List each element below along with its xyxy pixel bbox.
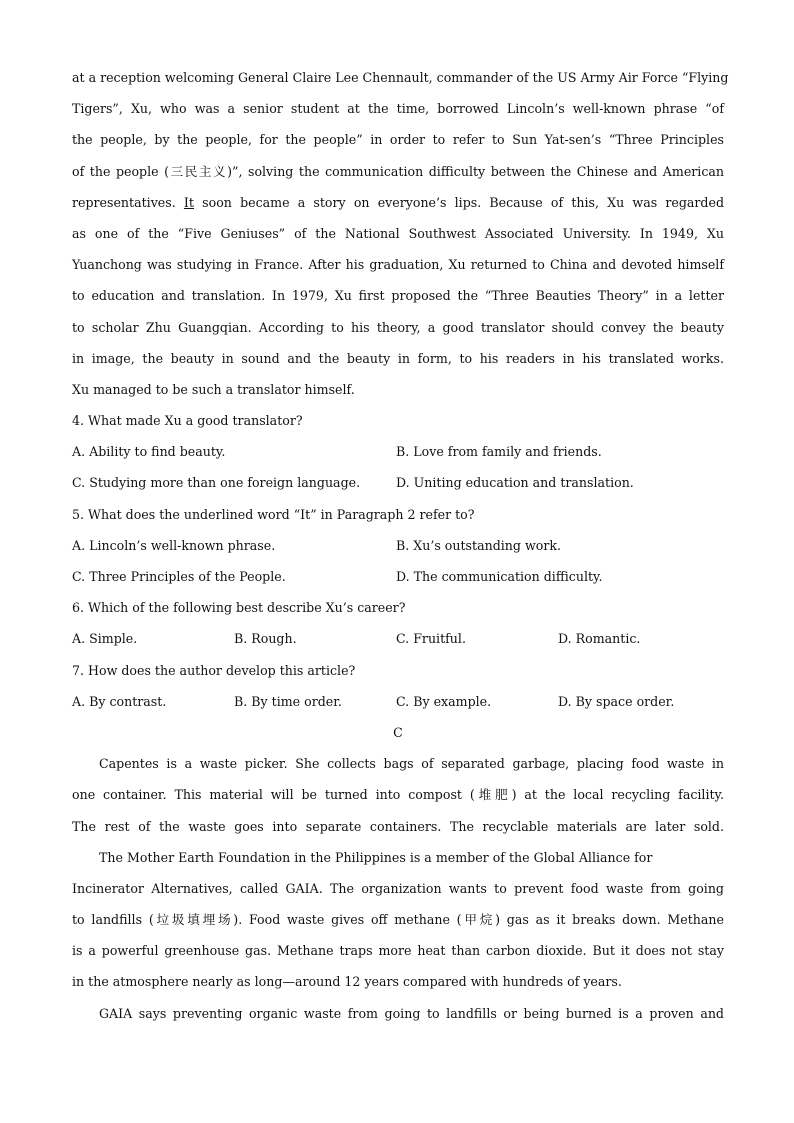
document-page [72, 62, 729, 1029]
section-c-paragraph-3 [72, 998, 724, 1029]
passage-line: in image, the beauty in sound and the beauty in form, to his readers in his translated works. [72, 350, 724, 366]
passage-line: GAIA says preventing organic waste from going to landfills or being burned is a proven and [99, 1005, 724, 1021]
passage-line: as one of the “Five Geniuses” of the National Southwest Associated University. In 1949, Xu [72, 225, 724, 241]
option-a: A. Ability to find beauty. [72, 444, 226, 460]
question-stem: 5. What does the underlined word “It” in Paragraph 2 refer to? [72, 506, 475, 522]
passage-line: in the atmosphere nearly as long—around 12 years compared with hundreds of years. [72, 974, 622, 990]
option-d: D. By space order. [558, 693, 675, 709]
option-row [72, 561, 724, 592]
passage-b [72, 62, 729, 405]
underlined-word: It [183, 194, 194, 210]
question-stem: 6. Which of the following best describe Xu’s career? [72, 600, 406, 616]
text-segment: soon became a story on everyone’s lips. Because of this, Xu was regarded [193, 194, 725, 210]
option-a: A. Simple. [72, 631, 138, 647]
option-c: C. By example. [396, 693, 492, 709]
passage-line: The rest of the waste goes into separate containers. The recyclable materials are later sold. [72, 818, 724, 834]
passage-line: to scholar Zhu Guangqian. According to his theory, a good translator should convey the beauty [72, 319, 724, 335]
option-b: B. By time order. [234, 693, 342, 709]
question-6 [72, 592, 724, 654]
section-c-paragraph-1 [72, 748, 724, 842]
passage-line: to education and translation. In 1979, Xu first proposed the “Three Beauties Theory” in a letter [72, 288, 724, 304]
question-stem: 7. How does the author develop this article? [72, 662, 356, 678]
text-segment: representatives. [72, 194, 184, 210]
option-b: B. Love from family and friends. [396, 444, 602, 460]
passage-line: Xu managed to be such a translator himself. [72, 381, 355, 397]
section-heading: C [393, 724, 403, 740]
passage-line: at a reception welcoming General Claire Lee Chennault, commander of the US Army Air Force “Flying [72, 70, 729, 85]
passage-line: one container. This material will be turned into compost (堆肥) at the local recycling facility. [72, 787, 724, 803]
passage-line-with-underline [72, 187, 724, 218]
option-b: B. Rough. [234, 631, 297, 647]
question-4 [72, 405, 724, 499]
question-5 [72, 499, 724, 593]
option-d: D. The communication difficulty. [396, 569, 603, 584]
passage-line: to landfills (垃圾填埋场). Food waste gives off methane (甲烷) gas as it breaks down. Methane [72, 912, 724, 928]
passage-line: Tigers”, Xu, who was a senior student at the time, borrowed Lincoln’s well-known phrase “of [72, 101, 724, 117]
passage-line: The Mother Earth Foundation in the Philippines is a member of the Global Alliance for [99, 849, 653, 865]
option-row [72, 623, 724, 654]
option-c: C. Fruitful. [396, 631, 466, 647]
question-7 [72, 655, 724, 717]
passage-line: the people, by the people, for the people” in order to refer to Sun Yat-sen’s “Three Principles [72, 132, 724, 148]
passage-line: Incinerator Alternatives, called GAIA. The organization wants to prevent food waste from going [72, 880, 724, 896]
question-stem: 4. What made Xu a good translator? [72, 413, 303, 429]
passage-line: Capentes is a waste picker. She collects bags of separated garbage, placing food waste in [99, 756, 724, 772]
option-row [72, 436, 724, 467]
section-c-paragraph-2 [72, 842, 724, 998]
option-row [72, 686, 724, 717]
option-c: C. Studying more than one foreign language. [72, 475, 361, 491]
option-a: A. By contrast. [72, 693, 167, 709]
option-c: C. Three Principles of the People. [72, 569, 286, 584]
option-row [72, 530, 724, 561]
option-row [72, 467, 724, 498]
passage-line: of the people (三民主义)”, solving the communication difficulty between the Chinese and American [72, 163, 724, 179]
passage-line: Yuanchong was studying in France. After his graduation, Xu returned to China and devoted himself [72, 257, 724, 273]
option-b: B. Xu’s outstanding work. [396, 537, 561, 553]
option-d: D. Uniting education and translation. [396, 475, 634, 491]
option-d: D. Romantic. [558, 631, 641, 647]
option-a: A. Lincoln’s well-known phrase. [72, 537, 276, 553]
passage-line: is a powerful greenhouse gas. Methane traps more heat than carbon dioxide. But it does not stay [72, 943, 724, 959]
